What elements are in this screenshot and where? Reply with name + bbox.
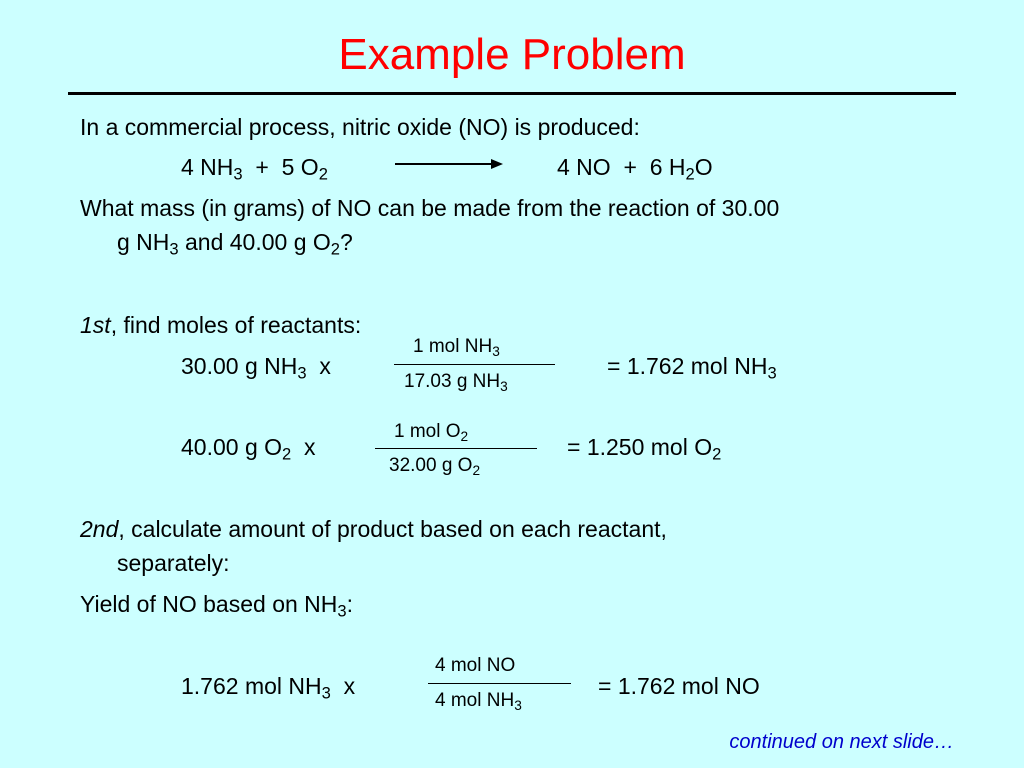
calc-2-fraction-bar bbox=[375, 448, 537, 449]
intro-text: In a commercial process, nitric oxide (NO) is produced: bbox=[80, 114, 640, 140]
yield-heading: Yield of NO based on $NH_3$: bbox=[80, 591, 353, 621]
reaction-arrow-head bbox=[491, 159, 503, 169]
calc-3-numerator: 4 mol NO bbox=[435, 655, 516, 676]
calc-3-fraction-bar bbox=[428, 683, 571, 684]
continued-note: continued on next slide… bbox=[729, 731, 954, 753]
slide-title: Example Problem bbox=[338, 30, 686, 79]
reaction-products: 4 NO + 6 $H_2O$ bbox=[557, 154, 713, 184]
calc-2-numerator: 1 mol $O_2$ bbox=[394, 421, 469, 444]
reaction-arrow-shaft bbox=[395, 163, 495, 165]
calc-1-lhs: 30.00 g $NH_3$ x bbox=[181, 353, 331, 383]
calc-2-lhs: 40.00 g $O_2$ x bbox=[181, 434, 316, 464]
calc-2-denominator: 32.00 g $O_2$ bbox=[389, 455, 481, 478]
calc-1-numerator: 1 mol $NH_3$ bbox=[413, 336, 500, 359]
calc-3-denominator: 4 mol $NH_3$ bbox=[435, 690, 522, 713]
calc-1-fraction-bar bbox=[394, 364, 555, 365]
calc-3-lhs: 1.762 mol $NH_3$ x bbox=[181, 673, 356, 703]
calc-1-result: = 1.762 mol $NH_3$ bbox=[607, 353, 777, 383]
reaction-reactants: 4 $NH_3 + 5$ $O_2$ bbox=[181, 154, 328, 184]
calc-3-result: = 1.762 mol NO bbox=[598, 673, 760, 699]
step-2-heading: 2nd, calculate amount of product based on each reactant, bbox=[80, 516, 667, 542]
calc-1-denominator: 17.03 g $NH_3$ bbox=[404, 371, 508, 394]
step-1-heading: 1st, find moles of reactants: bbox=[80, 312, 362, 338]
step-2-line-2: separately: bbox=[117, 550, 230, 576]
question-line-2: g $NH_3$ and 40.00 g $O_2$? bbox=[117, 229, 353, 259]
title-underline bbox=[68, 92, 956, 95]
calc-2-result: = 1.250 mol $O_2$ bbox=[567, 434, 722, 464]
question-line-1: What mass (in grams) of NO can be made from the reaction of 30.00 bbox=[80, 195, 780, 221]
